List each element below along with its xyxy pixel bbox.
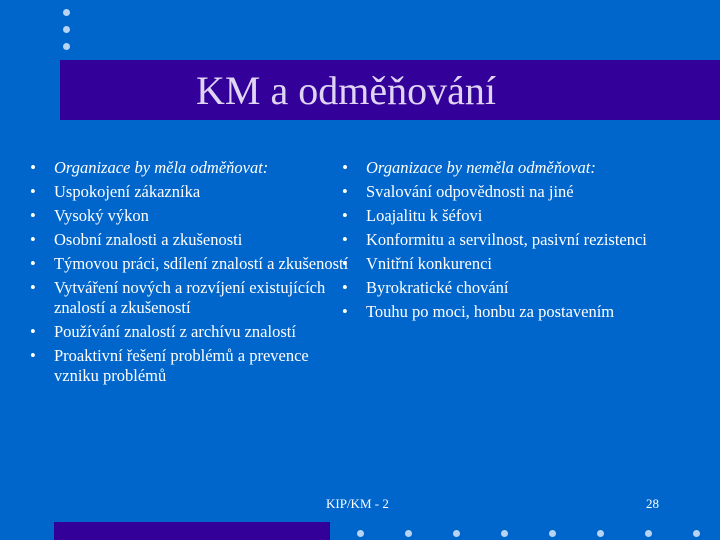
decor-dot — [501, 530, 508, 537]
decor-dot — [597, 530, 604, 537]
title-bar — [60, 60, 720, 120]
page-number: 28 — [646, 496, 659, 511]
bullet-item: • Proaktivní řešení problémů a prevence vzniku problémů — [26, 346, 356, 386]
bullet-item: • Byrokratické chování — [338, 278, 678, 298]
decor-dot — [357, 530, 364, 537]
bullet-item: • Loajalitu k šéfovi — [338, 206, 678, 226]
decor-dot — [63, 26, 70, 33]
decor-dot — [453, 530, 460, 537]
bullet-item: • Osobní znalosti a zkušenosti — [26, 230, 356, 250]
decor-dot — [549, 530, 556, 537]
bottom-bar — [54, 522, 330, 540]
bullet-item: • Svalování odpovědnosti na jiné — [338, 182, 678, 202]
decor-dot — [63, 43, 70, 50]
decor-dot — [693, 530, 700, 537]
right-bullet-list — [338, 158, 678, 322]
left-bullet-list — [26, 158, 356, 386]
bullet-heading: • Organizace by neměla odměňovat: — [338, 158, 678, 178]
footer-code: KIP/KM - 2 — [326, 496, 389, 511]
bullet-heading: • Organizace by měla odměňovat: — [26, 158, 356, 178]
bullet-item: • Touhu po moci, honbu za postavením — [338, 302, 678, 322]
bullet-item: • Vysoký výkon — [26, 206, 356, 226]
bullet-item: • Používání znalostí z archívu znalostí — [26, 322, 356, 342]
decor-dot — [405, 530, 412, 537]
decor-dot — [63, 9, 70, 16]
decor-dot — [645, 530, 652, 537]
right-column — [338, 158, 678, 326]
bullet-item: • Vytváření nových a rozvíjení existujících znalostí a zkušeností — [26, 278, 356, 318]
bullet-item: • Konformitu a servilnost, pasivní rezistenci — [338, 230, 678, 250]
bullet-item: • Týmovou práci, sdílení znalostí a zkušeností — [26, 254, 356, 274]
left-column — [26, 158, 356, 390]
bullet-item: • Uspokojení zákazníka — [26, 182, 356, 202]
slide-title: KM a odměňování — [196, 68, 496, 113]
bullet-item: • Vnitřní konkurenci — [338, 254, 678, 274]
